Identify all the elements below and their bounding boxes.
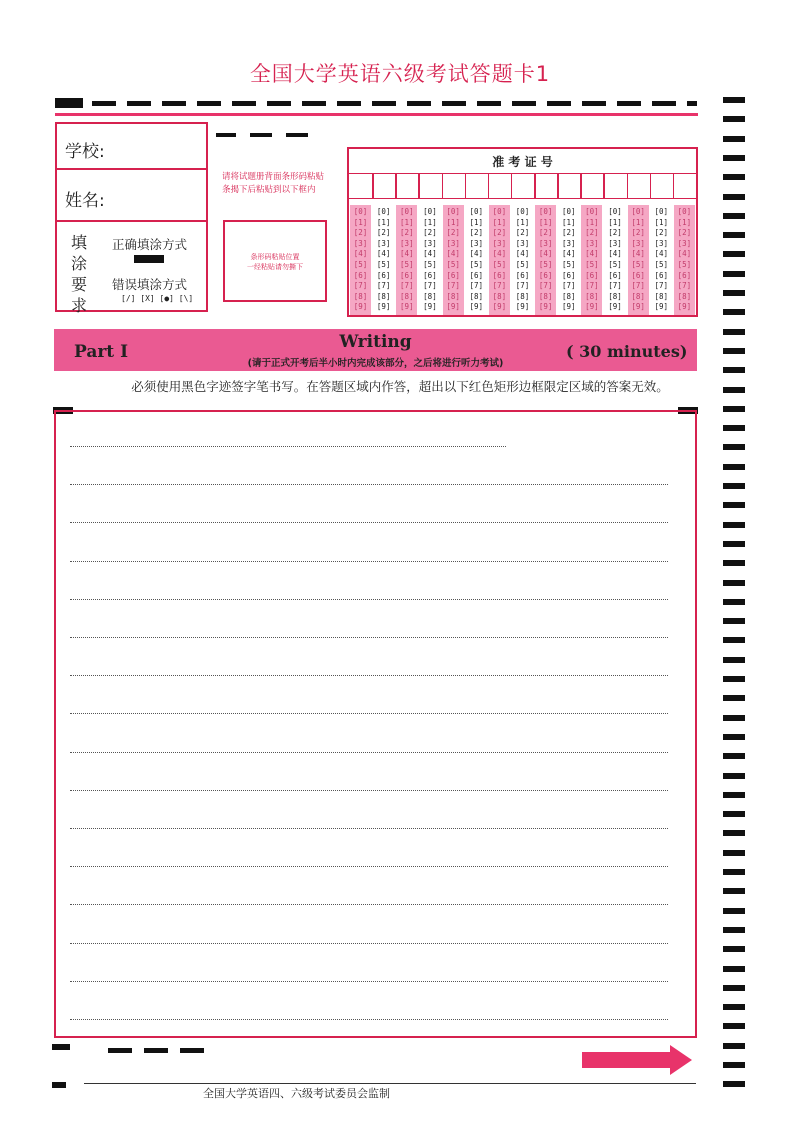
id-cell-divider [418, 174, 420, 198]
id-digit-bubble[interactable]: [4] [423, 249, 437, 259]
id-digit-bubble[interactable]: [8] [561, 291, 576, 301]
id-digit-bubble[interactable]: [5] [561, 260, 576, 269]
id-digit-bubble[interactable]: [3] [538, 238, 553, 248]
id-digit-bubble[interactable]: [1] [446, 217, 460, 227]
id-digit-bubble[interactable]: [3] [400, 238, 414, 248]
id-digit-bubble[interactable]: [4] [376, 249, 391, 259]
timing-mark [723, 773, 745, 779]
id-digit-bubble[interactable]: [0] [608, 207, 622, 216]
id-digit-bubble[interactable]: [4] [400, 249, 414, 259]
id-digit-bubble[interactable]: [9] [585, 302, 599, 312]
id-digit-bubble[interactable]: [5] [538, 260, 553, 269]
id-cell-divider [488, 174, 490, 198]
id-cell-divider [372, 174, 374, 198]
id-digit-bubble[interactable]: [8] [631, 291, 645, 301]
id-digit-bubble[interactable]: [3] [446, 238, 460, 248]
id-digit-bubble[interactable]: [1] [423, 217, 437, 227]
timing-mark [723, 522, 745, 528]
id-digit-bubble[interactable]: [9] [538, 302, 553, 312]
answer-notice: 必须使用黑色字迹签字笔书写。在答题区域内作答，超出以下红色矩形边框限定区域的答案无效。 [131, 379, 669, 394]
id-digit-bubble[interactable]: [7] [515, 281, 530, 291]
id-digit-bubble[interactable]: [9] [469, 302, 483, 312]
id-digit-bubble[interactable]: [8] [654, 291, 669, 301]
exam-id-bubble-grid [349, 205, 696, 315]
id-digit-bubble[interactable]: [5] [631, 260, 645, 269]
timing-mark [723, 985, 745, 991]
name-label: 姓名: [65, 191, 105, 211]
id-digit-bubble[interactable]: [6] [515, 270, 530, 280]
writing-line [70, 752, 668, 753]
id-digit-bubble[interactable]: [0] [423, 207, 437, 216]
id-digit-bubble[interactable]: [2] [423, 228, 437, 238]
id-digit-column [535, 205, 556, 315]
timing-mark [723, 1043, 745, 1049]
id-digit-bubble[interactable]: [1] [515, 217, 530, 227]
id-digit-bubble[interactable]: [6] [585, 270, 599, 280]
timing-mark [723, 425, 745, 431]
id-digit-bubble[interactable]: [7] [631, 281, 645, 291]
id-digit-bubble[interactable]: [6] [631, 270, 645, 280]
id-digit-bubble[interactable]: [4] [654, 249, 669, 259]
id-digit-bubble[interactable]: [1] [469, 217, 483, 227]
id-digit-bubble[interactable]: [3] [492, 238, 507, 248]
id-digit-bubble[interactable]: [5] [492, 260, 507, 269]
wrong-fill-label: 错误填涂方式 [112, 277, 188, 292]
id-digit-bubble[interactable]: [7] [561, 281, 576, 291]
timing-mark [723, 309, 745, 315]
id-digit-bubble[interactable]: [6] [353, 270, 368, 280]
id-digit-bubble[interactable]: [7] [353, 281, 368, 291]
timing-mark [723, 213, 745, 219]
writing-line [70, 828, 668, 829]
id-digit-bubble[interactable]: [5] [400, 260, 414, 269]
timing-mark [723, 830, 745, 836]
id-digit-bubble[interactable]: [3] [631, 238, 645, 248]
id-digit-bubble[interactable]: [9] [446, 302, 460, 312]
id-digit-bubble[interactable]: [9] [631, 302, 645, 312]
id-digit-bubble[interactable]: [8] [400, 291, 414, 301]
id-digit-bubble[interactable]: [6] [469, 270, 483, 280]
id-digit-bubble[interactable]: [7] [423, 281, 437, 291]
fill-rules-heading: 填 涂 要 求 [71, 233, 88, 315]
id-digit-bubble[interactable]: [3] [423, 238, 437, 248]
timing-mark [723, 927, 745, 933]
id-digit-bubble[interactable]: [0] [631, 207, 645, 216]
id-digit-bubble[interactable]: [9] [423, 302, 437, 312]
writing-line [70, 561, 668, 562]
timing-mark [723, 329, 745, 335]
id-digit-bubble[interactable]: [6] [492, 270, 507, 280]
timing-mark [723, 1062, 745, 1068]
id-digit-bubble[interactable]: [1] [561, 217, 576, 227]
id-digit-bubble[interactable]: [4] [561, 249, 576, 259]
id-digit-bubble[interactable]: [1] [538, 217, 553, 227]
id-digit-column [350, 205, 371, 315]
id-digit-column [443, 205, 464, 315]
footer-text: 全国大学英语四、六级考试委员会监制 [203, 1087, 390, 1100]
school-row [57, 124, 206, 170]
dash-mark [286, 133, 308, 137]
bottom-timing-mark [52, 1044, 70, 1050]
timing-mark [723, 136, 745, 142]
id-digit-bubble[interactable]: [6] [376, 270, 391, 280]
id-digit-bubble[interactable]: [9] [376, 302, 391, 312]
id-digit-bubble[interactable]: [3] [353, 238, 368, 248]
writing-line [70, 522, 668, 523]
timing-mark [723, 97, 745, 103]
id-digit-bubble[interactable]: [0] [469, 207, 483, 216]
id-digit-bubble[interactable]: [4] [677, 249, 692, 259]
id-digit-bubble[interactable]: [0] [677, 207, 692, 216]
id-digit-bubble[interactable]: [8] [423, 291, 437, 301]
id-digit-column [581, 205, 602, 315]
timing-mark [723, 174, 745, 180]
id-digit-bubble[interactable]: [7] [492, 281, 507, 291]
dash-mark [250, 133, 272, 137]
id-cell-divider [650, 174, 652, 198]
part-label: Part I [74, 342, 129, 362]
id-digit-column [604, 205, 625, 315]
timing-mark [723, 290, 745, 296]
dash-mark [216, 133, 236, 137]
timing-mark [723, 116, 745, 122]
page-title: 全国大学英语六级考试答题卡1 [249, 62, 551, 86]
id-digit-bubble[interactable]: [8] [492, 291, 507, 301]
timing-mark [723, 271, 745, 277]
id-cell-divider [627, 174, 629, 198]
id-digit-bubble[interactable]: [0] [446, 207, 460, 216]
id-digit-bubble[interactable]: [8] [608, 291, 622, 301]
id-digit-bubble[interactable]: [7] [538, 281, 553, 291]
id-digit-bubble[interactable]: [2] [585, 228, 599, 238]
id-digit-bubble[interactable]: [2] [608, 228, 622, 238]
id-digit-bubble[interactable]: [0] [538, 207, 553, 216]
timing-mark [723, 348, 745, 354]
timing-mark [723, 599, 745, 605]
id-digit-column [674, 205, 695, 315]
barcode-instructions: 请将试题册背面条形码粘贴 条揭下后粘贴到以下框内 [222, 172, 325, 195]
id-digit-bubble[interactable]: [9] [492, 302, 507, 312]
writing-answer-area[interactable] [54, 410, 697, 1038]
id-digit-column [419, 205, 440, 315]
id-digit-bubble[interactable]: [3] [677, 238, 692, 248]
id-digit-bubble[interactable]: [6] [423, 270, 437, 280]
id-digit-bubble[interactable]: [6] [400, 270, 414, 280]
id-digit-bubble[interactable]: [5] [585, 260, 599, 269]
id-digit-bubble[interactable]: [8] [585, 291, 599, 301]
id-digit-column [373, 205, 394, 315]
id-cell-divider [465, 174, 467, 198]
timing-mark [723, 695, 745, 701]
timing-mark [723, 1081, 745, 1087]
exam-id-box [347, 147, 698, 317]
id-digit-bubble[interactable]: [5] [423, 260, 437, 269]
writing-line [70, 1019, 668, 1020]
id-digit-bubble[interactable]: [4] [631, 249, 645, 259]
turn-page-arrow-icon [582, 1045, 694, 1075]
id-digit-bubble[interactable]: [6] [446, 270, 460, 280]
id-digit-bubble[interactable]: [0] [492, 207, 507, 216]
id-digit-bubble[interactable]: [8] [538, 291, 553, 301]
id-digit-bubble[interactable]: [7] [446, 281, 460, 291]
id-digit-bubble[interactable]: [1] [608, 217, 622, 227]
footer-rule [84, 1083, 696, 1084]
correct-fill-example [134, 255, 164, 263]
id-digit-bubble[interactable]: [9] [654, 302, 669, 312]
timing-mark [723, 850, 745, 856]
id-cell-divider [580, 174, 582, 198]
timing-mark [723, 792, 745, 798]
timing-mark [723, 367, 745, 373]
id-cell-divider [534, 174, 536, 198]
id-digit-bubble[interactable]: [1] [400, 217, 414, 227]
timing-mark [723, 155, 745, 161]
id-digit-bubble[interactable]: [7] [469, 281, 483, 291]
id-digit-bubble[interactable]: [3] [585, 238, 599, 248]
id-digit-bubble[interactable]: [1] [353, 217, 368, 227]
id-digit-column [628, 205, 649, 315]
id-digit-bubble[interactable]: [5] [654, 260, 669, 269]
timing-mark [723, 541, 745, 547]
id-digit-bubble[interactable]: [2] [353, 228, 368, 238]
id-digit-bubble[interactable]: [4] [585, 249, 599, 259]
correct-fill-label: 正确填涂方式 [112, 237, 188, 252]
id-digit-column [512, 205, 533, 315]
id-digit-bubble[interactable]: [5] [376, 260, 391, 269]
writing-line [70, 904, 668, 905]
id-digit-bubble[interactable]: [5] [515, 260, 530, 269]
id-digit-bubble[interactable]: [0] [400, 207, 414, 216]
timing-mark [723, 580, 745, 586]
id-digit-bubble[interactable]: [3] [376, 238, 391, 248]
timing-mark [723, 560, 745, 566]
id-digit-bubble[interactable]: [0] [561, 207, 576, 216]
id-digit-bubble[interactable]: [1] [631, 217, 645, 227]
id-digit-bubble[interactable]: [3] [654, 238, 669, 248]
id-digit-bubble[interactable]: [4] [353, 249, 368, 259]
id-digit-bubble[interactable]: [3] [608, 238, 622, 248]
writing-line [70, 866, 668, 867]
id-digit-column [558, 205, 579, 315]
school-label: 学校: [65, 142, 105, 162]
id-digit-column [466, 205, 487, 315]
id-digit-bubble[interactable]: [6] [654, 270, 669, 280]
timing-mark [723, 908, 745, 914]
timing-mark [723, 406, 745, 412]
id-digit-bubble[interactable]: [7] [654, 281, 669, 291]
id-digit-bubble[interactable]: [8] [515, 291, 530, 301]
writing-line [70, 675, 668, 676]
id-digit-bubble[interactable]: [3] [561, 238, 576, 248]
name-row [57, 170, 206, 222]
id-digit-bubble[interactable]: [9] [677, 302, 692, 312]
id-digit-bubble[interactable]: [4] [608, 249, 622, 259]
id-digit-bubble[interactable]: [2] [376, 228, 391, 238]
id-cell-divider [395, 174, 397, 198]
id-digit-bubble[interactable]: [2] [515, 228, 530, 238]
id-digit-bubble[interactable]: [5] [677, 260, 692, 269]
part-subtitle: (请于正式开考后半小时内完成该部分，之后将进行听力考试) [247, 358, 504, 369]
id-digit-bubble[interactable]: [6] [677, 270, 692, 280]
id-digit-bubble[interactable]: [2] [469, 228, 483, 238]
id-digit-bubble[interactable]: [4] [446, 249, 460, 259]
id-digit-bubble[interactable]: [4] [538, 249, 553, 259]
id-digit-bubble[interactable]: [1] [376, 217, 391, 227]
timing-mark [723, 232, 745, 238]
timing-mark [723, 502, 745, 508]
writing-line [70, 981, 668, 982]
id-digit-bubble[interactable]: [7] [376, 281, 391, 291]
bottom-timing-mark [180, 1048, 204, 1053]
barcode-sticker-area: 条形码粘贴位置 一经粘贴请勿撕下 [223, 220, 327, 302]
id-digit-bubble[interactable]: [9] [561, 302, 576, 312]
writing-line [70, 943, 668, 944]
id-digit-bubble[interactable]: [8] [469, 291, 483, 301]
timing-mark [723, 734, 745, 740]
id-digit-bubble[interactable]: [8] [376, 291, 391, 301]
id-digit-column [651, 205, 672, 315]
writing-line [70, 446, 506, 447]
id-digit-bubble[interactable]: [5] [353, 260, 368, 269]
writing-line [70, 484, 668, 485]
timing-mark [723, 444, 745, 450]
id-digit-bubble[interactable]: [2] [677, 228, 692, 238]
id-digit-bubble[interactable]: [1] [492, 217, 507, 227]
id-digit-bubble[interactable]: [7] [585, 281, 599, 291]
timing-mark [723, 637, 745, 643]
id-digit-bubble[interactable]: [2] [538, 228, 553, 238]
timing-mark [723, 715, 745, 721]
student-info-box [55, 122, 208, 315]
bottom-timing-mark [144, 1048, 168, 1053]
timing-mark [723, 483, 745, 489]
id-digit-bubble[interactable]: [0] [515, 207, 530, 216]
id-digit-bubble[interactable]: [2] [561, 228, 576, 238]
timing-mark [723, 194, 745, 200]
id-digit-bubble[interactable]: [0] [353, 207, 368, 216]
id-digit-bubble[interactable]: [2] [400, 228, 414, 238]
timing-mark [723, 811, 745, 817]
id-digit-column [396, 205, 417, 315]
id-cell-divider [442, 174, 444, 198]
id-digit-bubble[interactable]: [2] [654, 228, 669, 238]
timing-mark [723, 753, 745, 759]
id-cell-divider [673, 174, 675, 198]
timing-mark [723, 676, 745, 682]
timing-mark [723, 657, 745, 663]
id-digit-bubble[interactable]: [2] [492, 228, 507, 238]
timing-mark [723, 618, 745, 624]
writing-line [70, 713, 668, 714]
top-divider [55, 113, 698, 116]
bottom-timing-mark [108, 1048, 132, 1053]
id-digit-bubble[interactable]: [7] [400, 281, 414, 291]
id-digit-bubble[interactable]: [3] [515, 238, 530, 248]
id-digit-bubble[interactable]: [0] [654, 207, 669, 216]
part-title: Writing [339, 332, 412, 352]
id-digit-bubble[interactable]: [7] [608, 281, 622, 291]
wrong-fill-examples: [/] [X] [●] [\] [121, 294, 194, 303]
id-cell-divider [511, 174, 513, 198]
id-digit-bubble[interactable]: [4] [515, 249, 530, 259]
id-digit-bubble[interactable]: [8] [446, 291, 460, 301]
id-digit-bubble[interactable]: [1] [677, 217, 692, 227]
id-digit-bubble[interactable]: [4] [469, 249, 483, 259]
id-digit-bubble[interactable]: [4] [492, 249, 507, 259]
exam-id-header: 准 考 证 号 [492, 155, 553, 169]
id-cell-divider [603, 174, 605, 198]
timing-mark [723, 251, 745, 257]
id-digit-bubble[interactable]: [5] [469, 260, 483, 269]
id-digit-bubble[interactable]: [9] [400, 302, 414, 312]
id-digit-bubble[interactable]: [6] [608, 270, 622, 280]
id-digit-bubble[interactable]: [9] [353, 302, 368, 312]
id-digit-bubble[interactable]: [8] [677, 291, 692, 301]
id-digit-bubble[interactable]: [8] [353, 291, 368, 301]
id-digit-bubble[interactable]: [0] [585, 207, 599, 216]
id-digit-bubble[interactable]: [2] [631, 228, 645, 238]
part-time: ( 30 minutes) [566, 342, 688, 361]
id-digit-bubble[interactable]: [1] [585, 217, 599, 227]
part-banner [54, 329, 697, 371]
timing-mark [723, 1023, 745, 1029]
id-digit-bubble[interactable]: [6] [538, 270, 553, 280]
id-digit-bubble[interactable]: [9] [515, 302, 530, 312]
writing-line [70, 790, 668, 791]
id-digit-bubble[interactable]: [7] [677, 281, 692, 291]
id-digit-bubble[interactable]: [6] [561, 270, 576, 280]
id-digit-bubble[interactable]: [1] [654, 217, 669, 227]
timing-mark [723, 464, 745, 470]
exam-id-write-cells [349, 173, 696, 199]
id-digit-column [489, 205, 510, 315]
id-digit-bubble[interactable]: [0] [376, 207, 391, 216]
timing-mark [723, 888, 745, 894]
timing-mark [723, 1004, 745, 1010]
bottom-timing-mark [52, 1082, 66, 1088]
timing-mark [723, 966, 745, 972]
id-cell-divider [557, 174, 559, 198]
id-digit-bubble[interactable]: [3] [469, 238, 483, 248]
id-digit-bubble[interactable]: [5] [608, 260, 622, 269]
id-digit-bubble[interactable]: [5] [446, 260, 460, 269]
writing-line [70, 599, 668, 600]
id-digit-bubble[interactable]: [9] [608, 302, 622, 312]
writing-line [70, 637, 668, 638]
timing-mark [723, 869, 745, 875]
id-digit-bubble[interactable]: [2] [446, 228, 460, 238]
timing-mark [723, 946, 745, 952]
